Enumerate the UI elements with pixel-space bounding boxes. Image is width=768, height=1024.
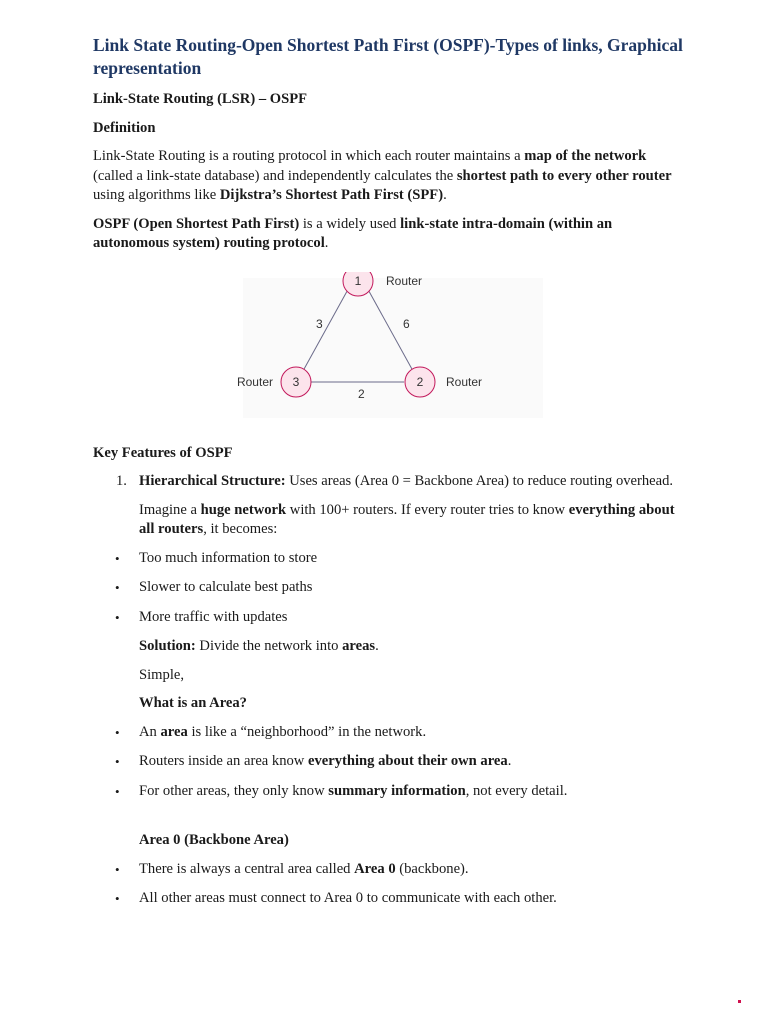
edge-weight-1-2: 6 bbox=[403, 316, 410, 331]
list-number: 1. bbox=[116, 473, 127, 489]
list-item: • Routers inside an area know everything about their own area. bbox=[93, 752, 683, 772]
feature-item-1: 1. Hierarchical Structure: Uses areas (Area 0 = Backbone Area) to reduce routing overhead. bbox=[93, 472, 683, 492]
network-graph bbox=[93, 272, 683, 432]
bullet-icon: • bbox=[115, 580, 120, 595]
list-item: • For other areas, they only know summary information, not every detail. bbox=[93, 782, 683, 802]
list-item: • Too much information to store bbox=[93, 549, 683, 569]
router-node-3-id: 3 bbox=[292, 374, 300, 389]
router-node-2-label: Router bbox=[446, 374, 483, 389]
ospf-definition-paragraph: OSPF (Open Shortest Path First) is a widely used link-state intra-domain (within an autonomous system) routing protocol. bbox=[93, 215, 613, 251]
backbone-heading: Area 0 (Backbone Area) bbox=[139, 832, 289, 848]
edge-weight-1-3: 3 bbox=[316, 316, 323, 331]
router-node-2-id: 2 bbox=[416, 374, 424, 389]
subtitle: Link-State Routing (LSR) – OSPF bbox=[93, 91, 308, 107]
page-marker bbox=[738, 1000, 741, 1003]
features-heading: Key Features of OSPF bbox=[93, 444, 233, 461]
router-node-3-label: Router bbox=[236, 374, 273, 389]
list-item: • There is always a central area called Area 0 (backbone). bbox=[93, 860, 683, 880]
bullet-icon: • bbox=[115, 891, 120, 906]
list-item: • More traffic with updates bbox=[93, 608, 683, 628]
document-page bbox=[93, 34, 683, 919]
spacer bbox=[93, 811, 683, 831]
bullet-icon: • bbox=[115, 783, 120, 799]
simple-text: Simple, bbox=[139, 666, 184, 683]
network-diagram bbox=[93, 272, 683, 432]
definition-heading: Definition bbox=[93, 119, 156, 136]
edge-weight-3-2: 2 bbox=[358, 386, 365, 401]
page-title: Link State Routing-Open Shortest Path First (OSPF)-Types of links, Graphical representation bbox=[93, 35, 683, 78]
bullet-icon: • bbox=[115, 861, 120, 877]
diagram-background bbox=[243, 278, 543, 418]
imagine-paragraph: Imagine a huge network with 100+ routers. If every router tries to know everything about all routers, it becomes: bbox=[139, 501, 675, 537]
bullet-icon: • bbox=[115, 550, 120, 566]
solution-paragraph: Solution: Divide the network into areas. bbox=[139, 638, 379, 654]
list-item: • Slower to calculate best paths bbox=[93, 578, 683, 598]
area-heading: What is an Area? bbox=[139, 695, 247, 711]
router-node-1-id: 1 bbox=[354, 273, 362, 288]
list-item: • An area is like a “neighborhood” in the network. bbox=[93, 723, 683, 743]
list-item: • All other areas must connect to Area 0 to communicate with each other. bbox=[93, 889, 683, 909]
bullet-icon: • bbox=[115, 754, 120, 769]
definition-paragraph: Link-State Routing is a routing protocol in which each router maintains a map of the network (called a link-state database) and independently calculates the shortest path to every other router using algorithms like Dijkstra’s Shortest Path First (SPF). bbox=[93, 148, 672, 203]
bullet-icon: • bbox=[115, 609, 120, 625]
router-node-1-label: Router bbox=[386, 273, 423, 288]
bullet-icon: • bbox=[115, 724, 120, 740]
